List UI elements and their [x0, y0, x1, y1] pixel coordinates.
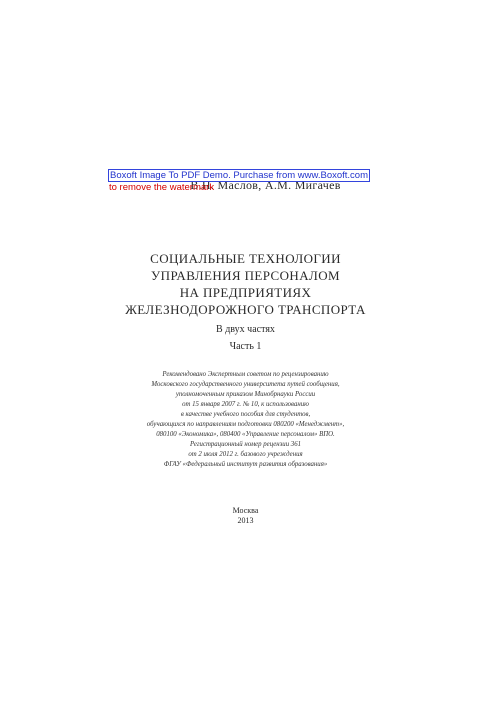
subtitle: В двух частях: [216, 324, 275, 335]
title-line: НА ПРЕДПРИЯТИЯХ: [179, 285, 312, 300]
part-label: Часть 1: [229, 341, 262, 352]
approval-line: ФГАУ «Федеральный институт развития образования»: [163, 461, 328, 468]
approval-line: от 15 января 2007 г. № 10, к использованию: [182, 401, 309, 408]
approval-line: Московского государственного университета путей сообщения,: [151, 381, 340, 388]
title-line: УПРАВЛЕНИЯ ПЕРСОНАЛОМ: [151, 268, 340, 283]
publication-city: Москва: [232, 506, 259, 515]
title-line: СОЦИАЛЬНЫЕ ТЕХНОЛОГИИ: [150, 251, 341, 266]
authors-text: В.Н. Маслов, А.М. Мигачев: [190, 178, 341, 192]
publication-year: 2013: [237, 516, 254, 525]
approval-line: Рекомендовано Экспертным советом по рецензированию: [162, 371, 329, 378]
approval-line: от 2 июля 2012 г. базового учреждения: [188, 451, 303, 458]
approval-statement: [0, 370, 491, 470]
approval-line: Регистрационный номер рецензии 361: [189, 441, 301, 448]
approval-line: уполномоченным приказом Минобрнауки России: [175, 391, 316, 398]
approval-line: 080100 «Экономика», 080400 «Управление персоналом» ВПО.: [156, 431, 335, 438]
approval-line: в качестве учебного пособия для студентов,: [180, 411, 311, 418]
approval-line: обучающихся по направлениям подготовки 080200 «Менеджмент»,: [146, 421, 345, 428]
watermark-line-2: to remove the watermark: [109, 182, 215, 193]
title-line: ЖЕЛЕЗНОДОРОЖНОГО ТРАНСПОРТА: [125, 302, 366, 317]
watermark-line-1: Boxoft Image To PDF Demo. Purchase from www.Boxoft.com: [110, 170, 369, 181]
book-title: [0, 250, 491, 318]
watermark-banner: [108, 169, 370, 193]
